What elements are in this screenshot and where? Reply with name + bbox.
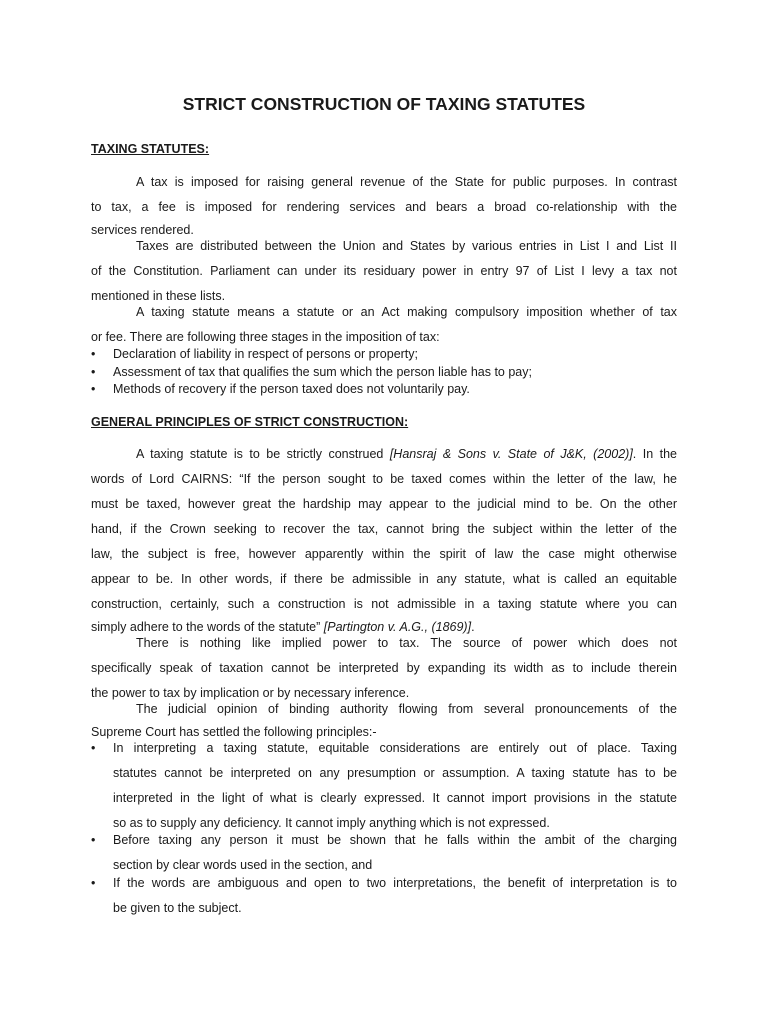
paragraph-line [91,445,677,463]
list-item-text: be given to the subject. [113,901,242,915]
bullet-icon: • [91,347,96,361]
section-heading-taxing-statutes: TAXING STATUTES: [91,142,210,156]
paragraph-line: law, the subject is free, however apparently within the spirit of law the case might otherwise [91,547,677,561]
paragraph-line: hand, if the Crown seeking to recover the tax, cannot bring the subject within the letter of the [91,522,677,536]
paragraph-line: A tax is imposed for raising general revenue of the State for public purposes. In contrast [136,175,677,189]
document-title: STRICT CONSTRUCTION OF TAXING STATUTES [182,94,586,114]
case-citation: [Hansraj & Sons v. State of J&K, (2002)] [389,447,633,461]
list-item-text: statutes cannot be interpreted on any presumption or assumption. A taxing statute has to be [113,766,677,780]
paragraph-line: Taxes are distributed between the Union and States by various entries in List I and List II [136,239,677,253]
section-heading-general-principles: GENERAL PRINCIPLES OF STRICT CONSTRUCTION: [91,415,409,429]
bullet-icon: • [91,365,96,379]
paragraph-line: of the Constitution. Parliament can under its residuary power in entry 97 of List I levy a tax not [91,264,677,278]
bullet-icon: • [91,382,96,396]
paragraph-line: or fee. There are following three stages in the imposition of tax: [91,330,440,344]
paragraph-line: The judicial opinion of binding authority flowing from several pronouncements of the [136,702,677,716]
paragraph-text: . In the [632,447,677,461]
case-citation: [Partington v. A.G., (1869)] [323,620,472,634]
paragraph-line: Supreme Court has settled the following principles:- [91,725,377,739]
bullet-icon: • [91,741,96,755]
list-item-text: If the words are ambiguous and open to two interpretations, the benefit of interpretation is to [113,876,677,890]
paragraph-line: must be taxed, however great the hardship may appear to the judicial mind to be. On the other [91,497,677,511]
paragraph-text: . [471,620,475,634]
list-item-text: Before taxing any person it must be shown that he falls within the ambit of the charging [113,833,677,847]
paragraph-line: specifically speak of taxation cannot be interpreted by expanding its width as to include therein [91,661,677,675]
paragraph-line: to tax, a fee is imposed for rendering services and bears a broad co-relationship with the [91,200,677,214]
paragraph-line: A taxing statute means a statute or an Act making compulsory imposition whether of tax [136,305,677,319]
list-item-text: Assessment of tax that qualifies the sum which the person liable has to pay; [113,365,532,379]
paragraph-line: appear to be. In other words, if there be admissible in any statute, what is called an equitable [91,572,677,586]
bullet-icon: • [91,833,96,847]
list-item-text: In interpreting a taxing statute, equitable considerations are entirely out of place. Taxing [113,741,677,755]
paragraph-line: mentioned in these lists. [91,289,226,303]
list-item-text: Declaration of liability in respect of persons or property; [113,347,419,361]
bullet-icon: • [91,876,96,890]
paragraph-line: construction, certainly, such a construction is not admissible in a taxing statute where you can [91,597,677,611]
paragraph-line: words of Lord CAIRNS: “If the person sought to be taxed comes within the letter of the law, he [91,472,677,486]
paragraph-line: services rendered. [91,223,194,237]
list-item-text: Methods of recovery if the person taxed does not voluntarily pay. [113,382,470,396]
paragraph-line: the power to tax by implication or by necessary inference. [91,686,410,700]
list-item-text: section by clear words used in the section, and [113,858,373,872]
paragraph-text: simply adhere to the words of the statute” [91,620,324,634]
list-item-text: interpreted in the light of what is clearly expressed. It cannot import provisions in the statute [113,791,677,805]
paragraph-text: A taxing statute is to be strictly construed [136,447,390,461]
paragraph-line: There is nothing like implied power to tax. The source of power which does not [136,636,677,650]
list-item-text: so as to supply any deficiency. It cannot imply anything which is not expressed. [113,816,550,830]
